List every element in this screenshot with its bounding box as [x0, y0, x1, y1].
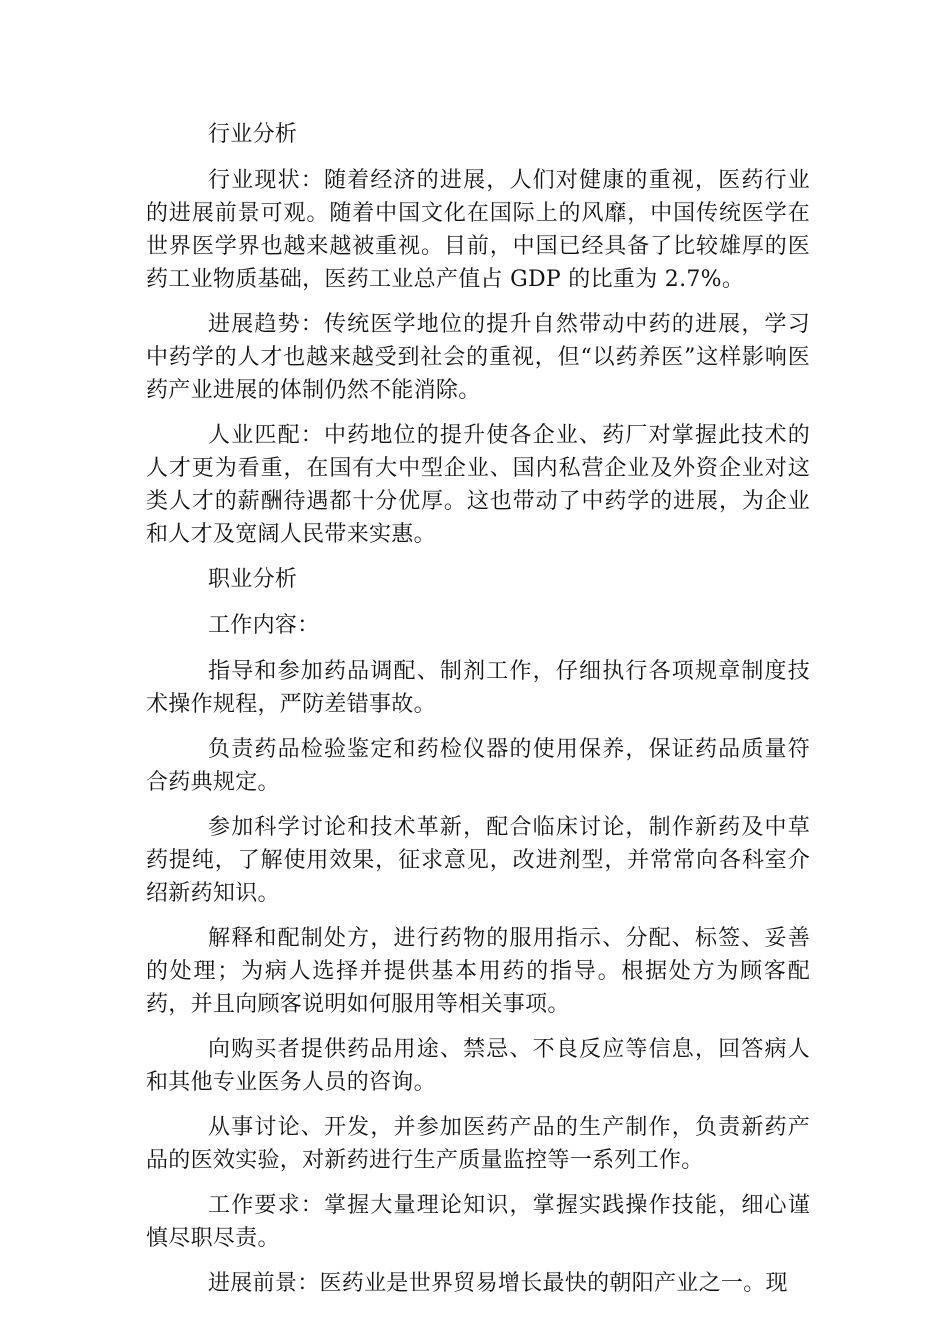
paragraph-industry-status: 行业现状：随着经济的进展，人们对健康的重视，医药行业的进展前景可观。随着中国文化在国际上的风靡，中国传统医学在世界医学界也越来越被重视。目前，中国已经具备了比较雄厚的医药工业物质基础，医药工业总产值占 GDP 的比重为 2.7%。	[146, 168, 810, 292]
paragraph-duty-prescription: 解释和配制处方，进行药物的服用指示、分配、标签、妥善的处理；为病人选择并提供基本用药的指导。根据处方为顾客配药，并且向顾客说明如何服用等相关事项。	[146, 926, 810, 1017]
paragraph-work-requirements: 工作要求：掌握大量理论知识，掌握实践操作技能，细心谨慎尽职尽责。	[146, 1193, 810, 1251]
section-heading-industry-analysis: 行业分析	[208, 122, 298, 147]
paragraph-talent-match: 人业匹配：中药地位的提升使各企业、药厂对掌握此技术的人才更为看重，在国有大中型企业、国内私营企业及外资企业对这类人才的薪酬待遇都十分优厚。这也带动了中药学的进展，为企业和人才及宽阔人民带来实惠。	[146, 423, 810, 547]
paragraph-prospects: 进展前景：医药业是世界贸易增长最快的朝阳产业之一。现	[208, 1271, 788, 1296]
paragraph-duty-consultation: 向购买者提供药品用途、禁忌、不良反应等信息，回答病人和其他专业医务人员的咨询。	[146, 1037, 810, 1095]
paragraph-duty-inspection: 负责药品检验鉴定和药检仪器的使用保养，保证药品质量符合药典规定。	[146, 737, 810, 795]
paragraph-duty-production: 从事讨论、开发，并参加医药产品的生产制作，负责新药产品的医效实验，对新药进行生产质量监控等一系列工作。	[146, 1115, 810, 1173]
paragraph-duty-research: 参加科学讨论和技术革新，配合临床讨论，制作新药及中草药提纯，了解使用效果，征求意见，改进剂型，并常常向各科室介绍新药知识。	[146, 815, 810, 906]
document-body	[146, 118, 810, 1312]
subheading-work-content: 工作内容：	[208, 613, 320, 638]
section-heading-career-analysis: 职业分析	[208, 567, 298, 592]
paragraph-development-trend: 进展趋势：传统医学地位的提升自然带动中药的进展，学习中药学的人才也越来越受到社会的重视，但“以药养医”这样影响医药产业进展的体制仍然不能消除。	[146, 312, 810, 403]
paragraph-duty-dispensing: 指导和参加药品调配、制剂工作，仔细执行各项规章制度技术操作规程，严防差错事故。	[146, 659, 810, 717]
